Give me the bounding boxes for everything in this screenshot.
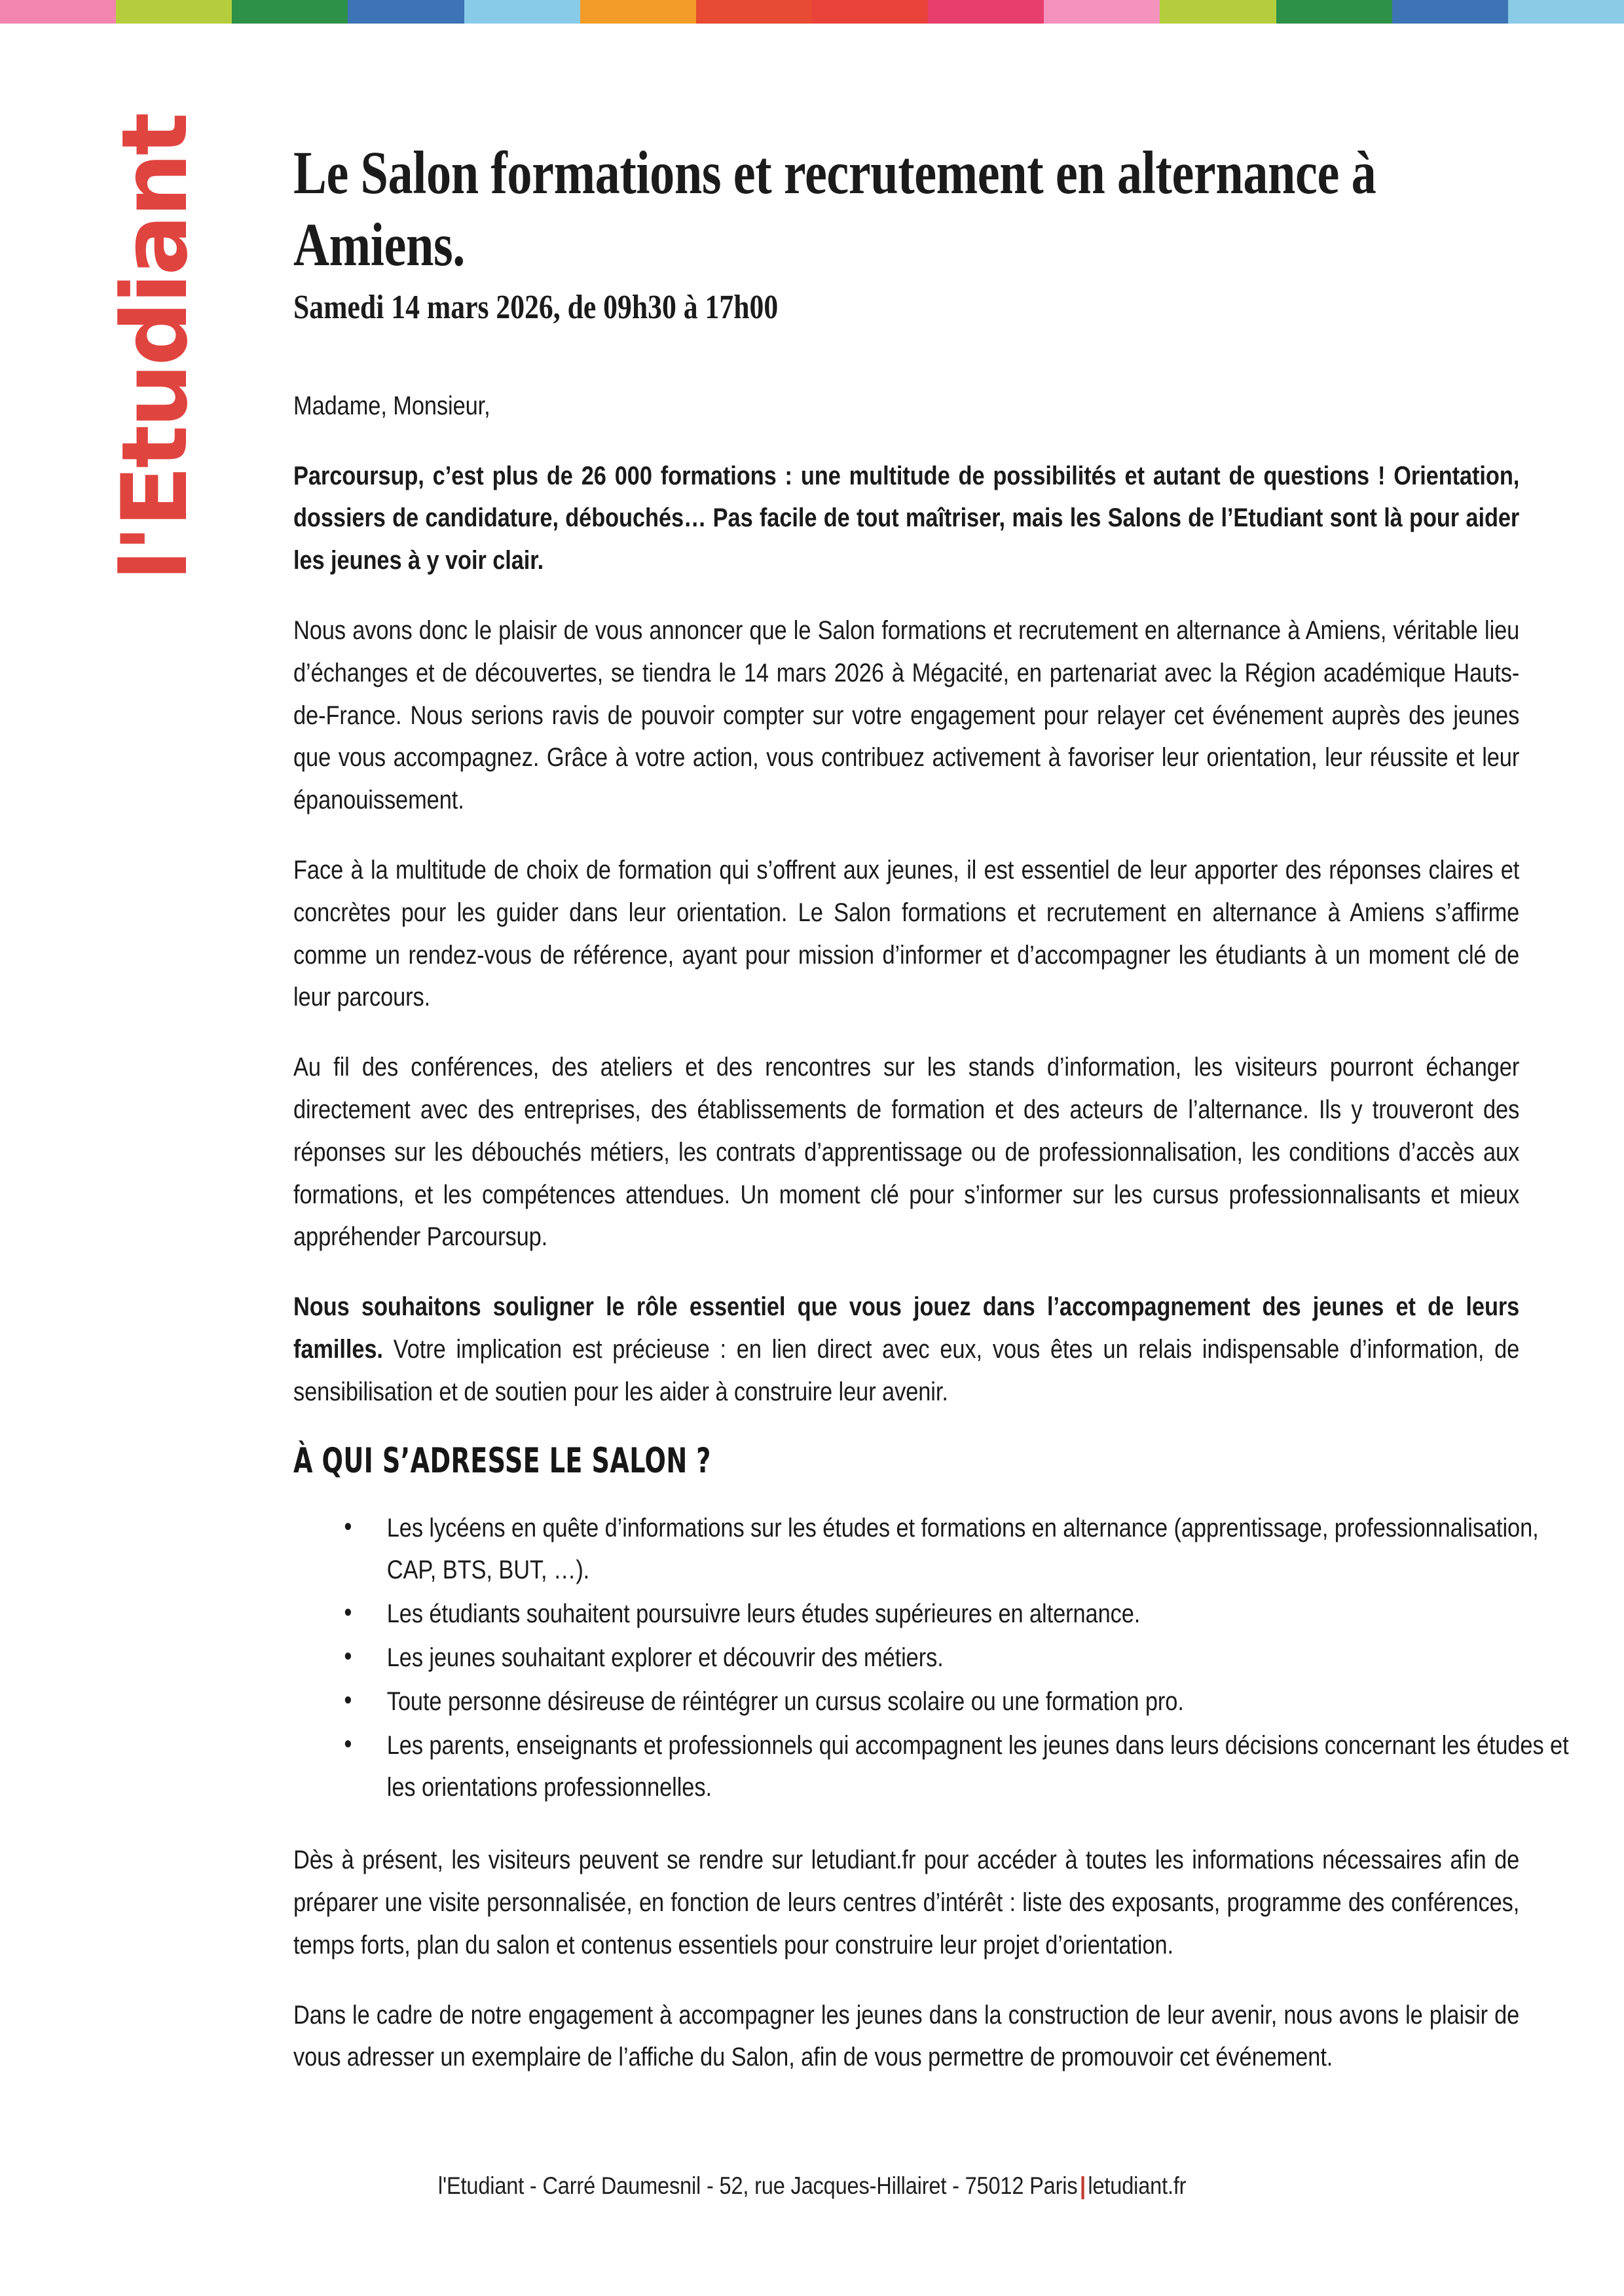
brand-colour-bar xyxy=(0,0,1624,24)
colour-swatch xyxy=(116,0,232,24)
brand-logo-text: l'Etudiant xyxy=(102,115,208,581)
paragraph-announcement: Nous avons donc le plaisir de vous annoncer que le Salon formations et recrutement en alternance à Amiens, véritable lieu d’échanges et de découvertes, se tiendra le 14 mars 2026 à Mégacité, en partenariat avec la Région académique Hauts-de-France. Nous serions ravis de pouvoir compter sur votre engagement pour relayer cet événement auprès des jeunes que vous accompagnez. Grâce à votre action, vous contribuez activement à favoriser leur orientation, leur réussite et leur épanouissement. xyxy=(293,616,1520,815)
paragraph-role xyxy=(293,1286,1519,1413)
paragraph-poster-offer: Dans le cadre de notre engagement à accompagner les jeunes dans la construction de leur avenir, nous avons le plaisir de vous adresser un exemplaire de l’affiche du Salon, afin de vous permettre de promouvoir cet événement. xyxy=(293,2000,1520,2072)
footer-website: letudiant.fr xyxy=(1088,2172,1187,2199)
list-item: • Les étudiants souhaitent poursuivre leurs études supérieures en alternance. xyxy=(344,1593,1570,1635)
lead-paragraph: Parcoursup, c’est plus de 26 000 formations : une multitude de possibilités et autant de questions ! Orientation, dossiers de candidature, débouchés… Pas facile de tout maîtriser, mais les Salons de l’Etudiant sont là pour aider les jeunes à y voir clair. xyxy=(293,461,1520,575)
paragraph-mission: Face à la multitude de choix de formation qui s’offrent aux jeunes, il est essentiel de leur apporter des réponses claires et concrètes pour les guider dans leur orientation. Le Salon formations et recrutement en alternance à Amiens s’affirme comme un rendez-vous de référence, ayant pour mission d’informer et d’accompagner les étudiants à un moment clé de leur parcours. xyxy=(293,856,1520,1012)
colour-swatch xyxy=(1044,0,1160,24)
paragraph-program: Au fil des conférences, des ateliers et des rencontres sur les stands d’information, les visiteurs pourront échanger directement avec des entreprises, des établissements de formation et des acteurs de l’alternance. Ils y trouveront des réponses sur les débouchés métiers, les contrats d’apprentissage ou de professionnalisation, les conditions d’accès aux formations, et les compétences attendues. Un moment clé pour s’informer sur les cursus professionnalisants et mieux appréhender Parcoursup. xyxy=(293,1053,1520,1252)
colour-swatch xyxy=(348,0,464,24)
colour-swatch xyxy=(464,0,580,24)
brand-logo xyxy=(98,115,208,599)
colour-swatch xyxy=(580,0,696,24)
audience-section-heading: À QUI S’ADRESSE LE SALON ? xyxy=(293,1440,711,1481)
page-footer xyxy=(0,2172,1624,2200)
paragraph-role-bold: Nous souhaitons souligner le rôle essentiel que vous jouez dans l’accompagnement des jeunes et de leurs familles. xyxy=(293,1292,1520,1364)
event-date-subtitle: Samedi 14 mars 2026, de 09h30 à 17h00 xyxy=(293,289,779,327)
list-item: • Les lycéens en quête d’informations sur les études et formations en alternance (apprentissage, professionnalisation, CAP, BTS, BUT, …). xyxy=(344,1507,1570,1592)
colour-swatch xyxy=(1392,0,1508,24)
paragraph-role-rest: Votre implication est précieuse : en lien direct avec eux, vous êtes un relais indispensable d’information, de sensibilisation et de soutien pour les aider à construire leur avenir. xyxy=(293,1335,1520,1406)
footer-line xyxy=(438,2172,1186,2200)
colour-swatch xyxy=(0,0,116,24)
colour-swatch xyxy=(696,0,812,24)
page-title: Le Salon formations et recrutement en alternance à Amiens. xyxy=(293,139,1376,279)
document-body xyxy=(293,137,1569,2106)
colour-swatch xyxy=(1160,0,1276,24)
audience-list xyxy=(293,1507,1570,1810)
list-item: • Les jeunes souhaitant explorer et découvrir des métiers. xyxy=(344,1637,1570,1679)
salutation: Madame, Monsieur, xyxy=(293,391,490,420)
list-item: • Les parents, enseignants et professionnels qui accompagnent les jeunes dans leurs décisions concernant les études et les orientations professionnelles. xyxy=(344,1724,1570,1810)
paragraph-website-info: Dès à présent, les visiteurs peuvent se rendre sur letudiant.fr pour accéder à toutes les informations nécessaires afin de préparer une visite personnalisée, en fonction de leurs centres d’intérêt : liste des exposants, programme des conférences, temps forts, plan du salon et contenus essentiels pour construire leur projet d’orientation. xyxy=(293,1846,1520,1959)
footer-address: l'Etudiant - Carré Daumesnil - 52, rue Jacques-Hillairet - 75012 Paris xyxy=(437,2172,1078,2199)
colour-swatch xyxy=(1508,0,1624,24)
list-item: • Toute personne désireuse de réintégrer un cursus scolaire ou une formation pro. xyxy=(344,1681,1570,1723)
colour-swatch xyxy=(1276,0,1392,24)
colour-swatch xyxy=(232,0,348,24)
footer-separator: | xyxy=(1079,2172,1086,2199)
colour-swatch xyxy=(812,0,928,24)
colour-swatch xyxy=(928,0,1044,24)
